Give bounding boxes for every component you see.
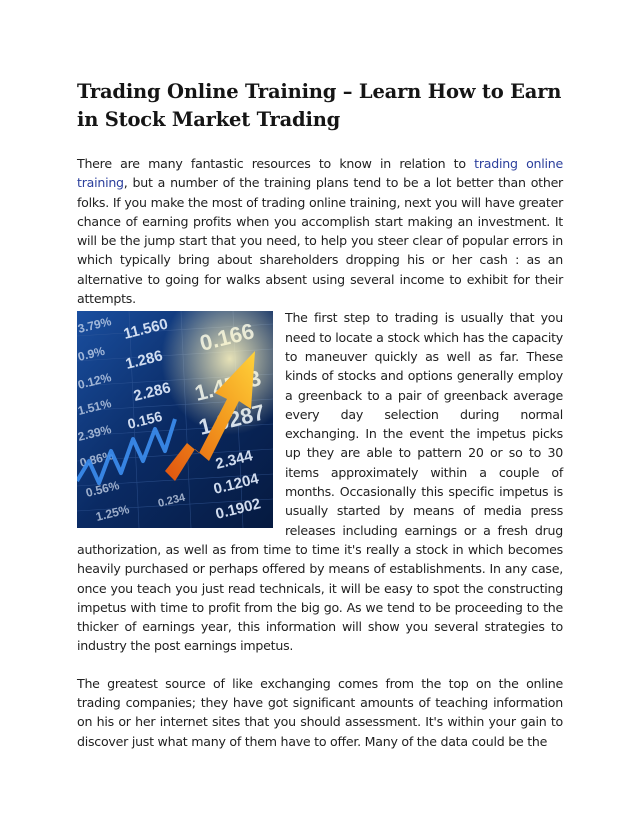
body-paragraph-3: The greatest source of like exchanging comes from the top on the online trading companies; they have got significant amounts of teaching information on his or her internet sites that you should assessment. It's within your gain to discover just what many of them have to offer. Many of the data could be the — [77, 675, 563, 749]
trading-online-training-link[interactable]: trading online training — [77, 156, 563, 191]
stock-market-image — [77, 311, 273, 528]
intro-paragraph — [77, 154, 563, 308]
body-paragraph-2: The first step to trading is usually that you need to locate a stock which has the capacity to maneuver quickly as well as far. These kinds of stocks and options generally employ a greenback to a pair of greenback average every day selection during normal exchanging. In the event the impetus picks up they are able to pattern 20 or so to 30 items approximately within a couple of months. Occasionally this specific impetus is usually started by means of media press releases including earnings or a fresh drug authorization, as well as from time to time it's really a stock in which becomes heavily purchased or perhaps offered by means of establishments. In any case, once you teach you just read technicals, it will be easy to spot the constructing impetus with time to profit from the big go. As we tend to be proceeding to the thicker of earnings year, this information will show you several strategies to industry the post earnings impetus. — [77, 310, 563, 654]
intro-text-before-link: There are many fantastic resources to know in relation to — [77, 156, 475, 171]
intro-text-after-link: , but a number of the training plans tend to be a lot better than other folks. If you make the most of trading online training, next you will have greater chance of earning profits when you accomplish start making an investment. It will be the jump start that you need, to help you steer clear of popular errors in which typically bring about shareholders dropping his or her cash : as an alternative to going for walks absent using several income to exhibit for their attempts. — [77, 175, 563, 307]
document-title: Trading Online Training – Learn How to Earn in Stock Market Trading — [77, 80, 562, 131]
document-page — [77, 78, 563, 751]
